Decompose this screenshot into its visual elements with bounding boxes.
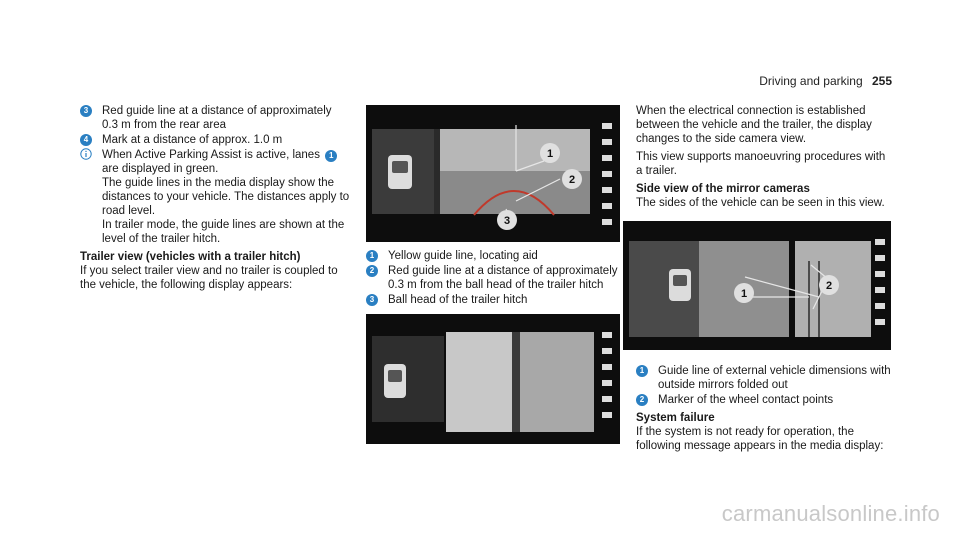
info-icon [80,148,92,160]
section-heading: Trailer view (vehicles with a trailer hitch) [80,251,301,263]
number-badge: 1 [636,365,648,377]
column-right-lower [636,364,892,453]
list-item-text: Guide line of external vehicle dimensions with outside mirrors folded out [658,365,891,391]
number-badge: 2 [636,394,648,406]
column-left [80,104,350,292]
list-item-text: Mark at a distance of approx. 1.0 m [102,134,283,146]
callout-3: 3 [503,215,511,227]
list-item [366,293,620,307]
column-middle-legend [366,249,620,308]
section-heading: Side view of the mirror cameras [636,183,810,195]
list-item [636,393,892,407]
info-text: When Active Parking Assist is active, lanes 1 are displayed in green. [102,148,350,176]
info-note [80,148,350,246]
section-title: Driving and parking [759,74,863,88]
list-item-text: Red guide line at a distance of approximately 0.3 m from the rear area [102,105,332,131]
list-item-text: Marker of the wheel contact points [658,394,834,406]
page-number: 255 [871,74,892,88]
column-right [636,104,892,210]
number-badge: 4 [80,134,92,146]
page-header [759,74,892,88]
number-badge: 1 [366,250,378,262]
trailer-view-illustration [366,314,620,444]
info-text: In trailer mode, the guide lines are shown at the level of the trailer hitch. [102,219,345,245]
callout-2: 2 [568,174,576,186]
number-badge: 3 [366,294,378,306]
side-mirror-view-screenshot [623,221,891,350]
rear-camera-illustration [366,105,620,242]
rear-camera-screenshot [366,105,620,242]
number-badge: 2 [366,265,378,277]
list-item [80,104,350,132]
info-text: The guide lines in the media display show the distances to your vehicle. The distances apply to road level. [102,177,350,217]
list-item-text: Ball head of the trailer hitch [388,294,528,306]
body-text: The sides of the vehicle can be seen in this view. [636,197,885,209]
number-badge: 1 [325,150,337,162]
list-item-text: Red guide line at a distance of approximately 0.3 m from the ball head of the trailer hitch [388,265,618,291]
list-item-text: Yellow guide line, locating aid [388,250,538,262]
body-text: When the electrical connection is established between the vehicle and the trailer, the display changes to the side camera view. [636,105,872,145]
callout-1: 1 [740,288,748,300]
side-mirror-illustration [623,221,891,350]
watermark: carmanualsonline.info [721,501,940,526]
callout-2: 2 [825,280,833,292]
body-text: This view supports manoeuvring procedures with a trailer. [636,151,886,177]
trailer-view-screenshot [366,314,620,444]
callout-1: 1 [546,148,554,160]
section-heading: System failure [636,412,715,424]
body-text: If you select trailer view and no trailer is coupled to the vehicle, the following display appears: [80,265,338,291]
list-item [80,133,350,147]
body-text: If the system is not ready for operation, the following message appears in the media display: [636,426,884,452]
number-badge: 3 [80,105,92,117]
list-item [366,249,620,263]
list-item [636,364,892,392]
list-item [366,264,620,292]
